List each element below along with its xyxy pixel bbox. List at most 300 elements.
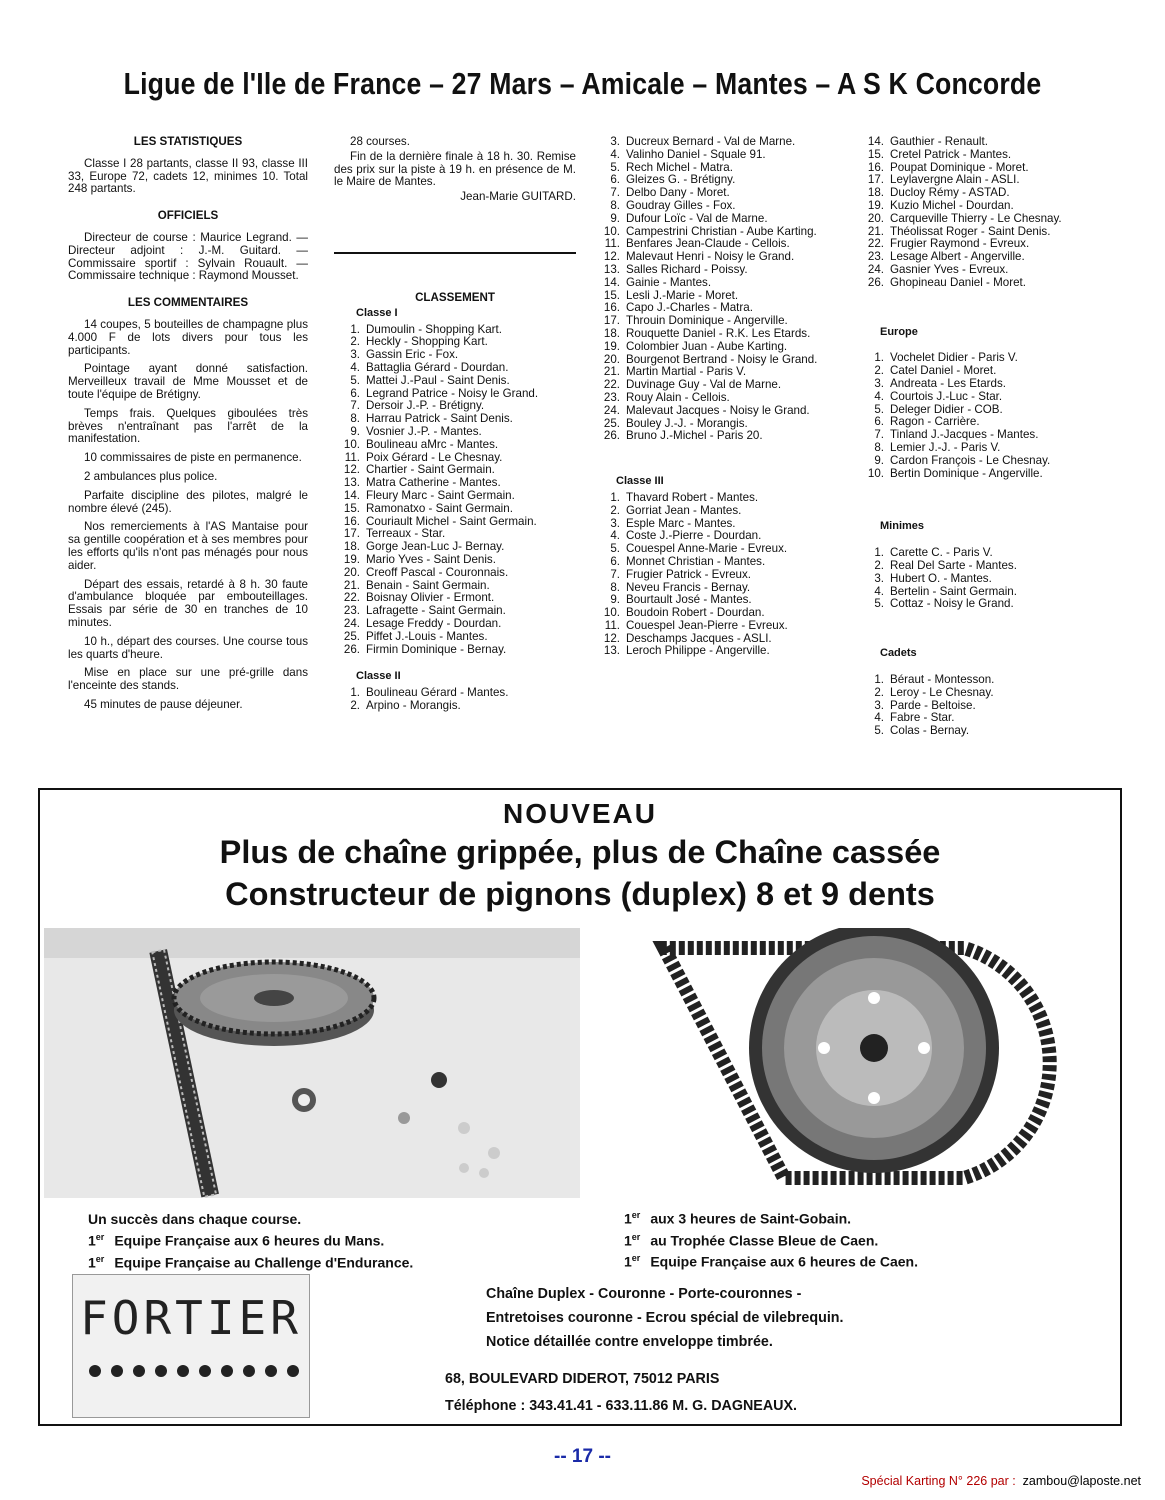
driver-entry: Gainie - Mantes. [626,275,712,289]
driver-entry: Battaglia Gérard - Dourdan. [366,360,509,374]
rank: 1. [350,686,360,700]
rank: 14. [603,275,620,289]
comment-paragraph: Parfaite discipline des pilotes, malgré le nombre élevé (245). [68,488,308,515]
comment-paragraph: 2 ambulances plus police. [84,469,218,483]
driver-entry: Fabre - Star. [890,711,955,725]
driver-entry: Bertin Dominique - Angerville. [890,466,1043,480]
driver-entry: Théolissat Roger - Saint Denis. [890,224,1051,238]
result-row [594,492,840,505]
rank: 19. [603,339,620,353]
classe1-list [334,324,576,657]
result-row [858,455,1104,468]
ad-bullet [624,1228,918,1250]
driver-entry: Couriault Michel - Saint Germain. [366,514,537,528]
rank: 16. [603,301,620,315]
driver-entry: Béraut - Montesson. [890,672,995,686]
rank: 14. [343,488,360,502]
result-row [594,136,840,149]
ad-contact [445,1366,797,1420]
page-headline: Ligue de l'Ile de France – 27 Mars – Amicale – Mantes – A S K Concorde [123,66,1042,101]
rank: 8. [610,580,620,594]
rank: 1. [874,546,884,560]
driver-entry: Martin Martial - Paris V. [626,365,747,379]
driver-entry: Andreata - Les Etards. [890,376,1006,390]
driver-entry: Ramonatxo - Saint Germain. [366,501,513,515]
rank: 11. [604,237,620,251]
driver-entry: Salles Richard - Poissy. [626,262,748,276]
logo-dots [89,1365,299,1377]
rank: 3. [874,376,884,390]
result-row [334,490,576,503]
rank: 18. [603,326,620,340]
driver-entry: Hubert O. - Mantes. [890,571,992,585]
rank: 3. [610,135,620,148]
classe3-list [594,492,840,658]
result-row [858,136,1104,149]
result-row [334,644,576,657]
commentaires-title: LES COMMENTAIRES [127,296,249,310]
driver-entry: Boisnay Olivier - Ermont. [366,591,495,605]
chain-sprocket-photo [634,928,1074,1200]
rank: 20. [867,211,884,225]
rank: 12. [343,463,360,477]
driver-entry: Gassin Eric - Fox. [366,348,459,362]
rank: 2. [350,335,360,349]
rank: 5. [610,160,620,174]
footer-text: Spécial Karting N° 226 par : [861,1474,1016,1488]
driver-entry: Boulineau Gérard - Mantes. [366,686,509,700]
result-row [858,277,1104,290]
result-row [334,631,576,644]
rank: 10. [603,224,620,238]
rank: 7. [610,186,620,200]
rank: 12. [603,631,620,645]
column-statistiques [68,136,308,718]
driver-entry: Lemier J.-J. - Paris V. [890,440,1001,454]
driver-entry: Goudray Gilles - Fox. [626,198,736,212]
result-row [334,439,576,452]
ad-bullet [88,1250,413,1272]
rank: 7. [874,428,884,442]
rank: 4. [874,584,884,598]
ad-desc-line: Entretoises couronne - Ecrou spécial de vilebrequin. [486,1310,844,1326]
result-row [334,503,576,516]
driver-entry: Lafragette - Saint Germain. [366,604,506,618]
ad-bullet [88,1210,413,1228]
result-row [334,554,576,567]
bullet-sup: er [631,1231,641,1242]
cadets-list [858,674,1104,738]
rank: 5. [874,597,884,611]
driver-entry: Dumoulin - Shopping Kart. [366,322,502,336]
rank: 3. [610,516,620,530]
driver-entry: Leroch Philippe - Angerville. [626,644,770,658]
ad-description [486,1282,844,1354]
sprockets-photo [44,928,580,1198]
classement-title: CLASSEMENT [415,290,495,304]
result-row [594,200,840,213]
driver-entry: Gorriat Jean - Mantes. [626,503,742,517]
rank: 10. [343,437,360,451]
result-row [858,468,1104,481]
rank: 6. [610,554,620,568]
rank: 4. [610,529,620,543]
rank: 2. [610,503,620,517]
rank: 9. [350,424,360,438]
comment-paragraph: 45 minutes de pause déjeuner. [84,697,243,711]
rank: 17. [867,173,884,187]
driver-entry: Ragon - Carrière. [890,415,980,429]
driver-entry: Legrand Patrice - Noisy le Grand. [366,386,539,400]
driver-entry: Capo J.-Charles - Matra. [626,301,753,315]
rank: 21. [867,224,884,238]
rank: 2. [874,364,884,378]
result-row [594,645,840,658]
comment-paragraph: Temps frais. Quelques giboulées très brèves n'entraînant pas l'arrêt de la manifestation. [68,406,308,446]
bullet-text: Un succès dans chaque course. [88,1211,302,1227]
rank: 1. [350,322,360,336]
result-row [594,543,840,556]
driver-entry: Ducloy Rémy - ASTAD. [890,186,1010,200]
driver-entry: Gasnier Yves - Evreux. [890,262,1009,276]
result-row [334,700,576,713]
driver-entry: Matra Catherine - Mantes. [366,476,501,490]
result-row [858,573,1104,586]
driver-entry: Neveu Francis - Bernay. [626,580,751,594]
classe2-title: Classe II [356,670,401,683]
footer-email[interactable]: zambou@laposte.net [1022,1474,1141,1488]
result-row [594,405,840,418]
rank: 2. [874,558,884,572]
driver-entry: Terreaux - Star. [366,527,446,541]
result-row [594,277,840,290]
driver-entry: Dersoir J.-P. - Brétigny. [366,399,485,413]
rank: 13. [603,644,620,658]
driver-entry: Colas - Bernay. [890,724,970,738]
result-row [858,149,1104,162]
driver-entry: Carqueville Thierry - Le Chesnay. [890,211,1062,225]
driver-entry: Firmin Dominique - Bernay. [366,642,507,656]
driver-entry: Heckly - Shopping Kart. [366,335,488,349]
driver-entry: Deleger Didier - COB. [890,402,1003,416]
rank: 3. [874,571,884,585]
result-row [858,598,1104,611]
driver-entry: Esple Marc - Mantes. [626,516,736,530]
driver-entry: Bertelin - Saint Germain. [890,584,1017,598]
rank: 22. [603,378,620,392]
rank: 3. [350,348,360,362]
driver-entry: Poupat Dominique - Moret. [890,160,1029,174]
column-europe-minimes-cadets [858,136,1104,738]
result-row [594,607,840,620]
result-row [334,687,576,700]
rank: 20. [343,565,360,579]
bullet-text: au Trophée Classe Bleue de Caen. [650,1232,879,1249]
classe2-list [334,687,576,713]
rank: 10. [867,466,884,480]
rank: 23. [867,250,884,264]
driver-entry: Boulineau aMrc - Mantes. [366,437,499,451]
driver-entry: Mattei J.-Paul - Saint Denis. [366,373,510,387]
rank: 8. [610,198,620,212]
courses-count: 28 courses. [350,135,410,148]
rank: 26. [867,275,884,289]
signature: Jean-Marie GUITARD. [460,190,576,204]
rank: 12. [603,250,620,264]
driver-entry: Rouquette Daniel - R.K. Les Etards. [626,326,811,340]
result-row [858,560,1104,573]
rank: 11. [344,450,360,464]
driver-entry: Bouley J.-J. - Morangis. [626,416,748,430]
result-row [858,264,1104,277]
rank: 1. [610,490,620,504]
driver-entry: Gauthier - Renault. [890,135,988,148]
result-row [858,391,1104,404]
driver-entry: Lesage Albert - Angerville. [890,250,1025,264]
result-row [594,569,840,582]
comment-paragraph: Départ des essais, retardé à 8 h. 30 faute d'ambulance bloquée par embouteillages. Essais par série de 30 en tranches de 10 minutes. [68,577,308,629]
ad-bullet [624,1249,918,1271]
comment-paragraph: 10 h., départ des courses. Une course tous les quarts d'heure. [68,634,308,661]
comment-paragraph: Nos remerciements à l'AS Mantaise pour sa gentille coopération et à ses membres pour les efforts qu'ils n'ont pas ménagés pour nous aider. [68,520,308,572]
driver-entry: Deschamps Jacques - ASLI. [626,631,772,645]
result-row [858,378,1104,391]
driver-entry: Frugier Raymond - Evreux. [890,237,1030,251]
driver-entry: Throuin Dominique - Angerville. [626,314,788,328]
bullet-text: Equipe Française aux 6 heures de Caen. [650,1253,918,1270]
ad-desc-line: Notice détaillée contre enveloppe timbrée. [486,1334,773,1350]
rank: 2. [350,698,360,712]
rank: 10. [603,606,620,620]
rank: 5. [350,373,360,387]
fortier-logo [72,1274,310,1418]
driver-entry: Ghopineau Daniel - Moret. [890,275,1026,289]
driver-entry: Harrau Patrick - Saint Denis. [366,412,513,426]
rank: 13. [343,476,360,490]
ad-right-bullets [624,1206,918,1271]
result-row [334,567,576,580]
driver-entry: Benfares Jean-Claude - Cellois. [626,237,790,251]
driver-entry: Arpino - Morangis. [366,698,461,712]
result-row [858,442,1104,455]
driver-entry: Poix Gérard - Le Chesnay. [366,450,503,464]
europe-title: Europe [880,325,918,338]
classe2-continued-list [594,136,840,443]
rank: 13. [603,262,620,276]
bullet-sup: er [95,1232,105,1242]
driver-entry: Duvinage Guy - Val de Marne. [626,378,782,392]
driver-entry: Couespel Jean-Pierre - Evreux. [626,618,788,632]
logo-text: FORTIER [80,1291,302,1345]
rank: 4. [350,360,360,374]
rank: 8. [350,412,360,426]
comment-paragraph: 10 commissaires de piste en permanence. [84,451,302,465]
result-row [334,362,576,375]
driver-entry: Valinho Daniel - Squale 91. [626,147,766,161]
driver-entry: Couespel Anne-Marie - Evreux. [626,542,788,556]
ad-address: 68, BOULEVARD DIDEROT, 75012 PARIS [445,1371,720,1387]
rank: 6. [610,173,620,187]
driver-entry: Lesli J.-Marie - Moret. [626,288,739,302]
driver-entry: Leylavergne Alain - ASLI. [890,173,1020,187]
bullet-sup: er [631,1253,641,1264]
driver-entry: Parde - Beltoise. [890,698,976,712]
bullet-ordinal: 1 [624,1232,632,1249]
result-row [858,547,1104,560]
result-row [858,687,1104,700]
stats-text: Classe I 28 partants, classe II 93, classe III 33, Europe 72, cadets 12, minimes 10. Total 248 partants. [68,156,308,196]
comment-paragraph: Mise en place sur une pré-grille dans l'enceinte des stands. [68,666,308,693]
classe3-continued-list [858,136,1104,290]
rank: 1. [874,672,884,686]
driver-entry: Mario Yves - Saint Denis. [366,552,496,566]
bullet-ordinal: 1 [88,1254,96,1271]
bullet-sup: er [631,1210,641,1220]
result-row [334,605,576,618]
driver-entry: Chartier - Saint Germain. [366,463,495,477]
result-row [594,264,840,277]
driver-entry: Colombier Juan - Aube Karting. [626,339,788,353]
driver-entry: Vosnier J.-P. - Mantes. [366,424,482,438]
cadets-title: Cadets [880,647,917,660]
result-row [858,200,1104,213]
rank: 26. [343,642,360,656]
driver-entry: Monnet Christian - Mantes. [626,554,766,568]
rank: 6. [874,415,884,429]
driver-entry: Carette C. - Paris V. [890,546,993,560]
result-row [594,556,840,569]
comment-paragraph: Pointage ayant donné satisfaction. Merveilleux travail de Mme Mousset et de toute l'équipe de Brétigny. [68,362,308,401]
rank: 9. [610,593,620,607]
rank: 14. [867,135,884,148]
result-row [594,149,840,162]
footer-credit [861,1474,1141,1488]
rank: 16. [867,160,884,174]
ad-bullet [624,1206,918,1228]
driver-entry: Dufour Loïc - Val de Marne. [626,211,768,225]
result-row [594,328,840,341]
result-row [858,674,1104,687]
bullet-text: Equipe Française au Challenge d'Endurance. [114,1254,414,1271]
driver-entry: Kuzio Michel - Dourdan. [890,198,1014,212]
bullet-sup: er [95,1253,105,1264]
commentaires-list [68,319,308,712]
fortier-advertisement [38,788,1122,1426]
result-row [594,213,840,226]
rank: 20. [603,352,620,366]
rank: 26. [603,429,620,443]
driver-entry: Cardon François - Le Chesnay. [890,453,1051,467]
rank: 6. [350,386,360,400]
driver-entry: Boudoin Robert - Dourdan. [626,606,765,620]
rank: 5. [874,724,884,738]
rank: 19. [867,198,884,212]
driver-entry: Vochelet Didier - Paris V. [890,351,1018,365]
driver-entry: Bourgenot Bertrand - Noisy le Grand. [626,352,818,366]
rank: 2. [874,685,884,699]
bullet-ordinal: 1 [624,1253,632,1270]
rank: 18. [343,540,360,554]
bullet-ordinal: 1 [88,1232,96,1249]
rank: 8. [874,440,884,454]
rank: 23. [343,604,360,618]
rank: 24. [343,616,360,630]
rank: 9. [874,453,884,467]
result-row [594,392,840,405]
result-row [334,618,576,631]
result-row [594,341,840,354]
ad-bullet [88,1228,413,1250]
rank: 24. [867,262,884,276]
driver-entry: Gleizes G. - Brétigny. [626,173,736,187]
result-row [334,375,576,388]
rank: 16. [343,514,360,528]
result-row [858,725,1104,738]
bullet-ordinal: 1 [624,1210,632,1227]
rank: 25. [603,416,620,430]
result-row [594,620,840,633]
page-number: -- 17 -- [554,1446,611,1467]
driver-entry: Leroy - Le Chesnay. [890,685,994,699]
officiels-text: Directeur de course : Maurice Legrand. — Directeur adjoint : J.-M. Guitard. — Commissaire sportif : Sylvain Rouault. — Commissaire technique : Raymond Mousset. [68,230,308,283]
rank: 3. [874,698,884,712]
rank: 4. [874,711,884,725]
driver-entry: Cretel Patrick - Mantes. [890,147,1012,161]
rank: 5. [874,402,884,416]
driver-entry: Benain - Saint Germain. [366,578,490,592]
comment-paragraph: 14 coupes, 5 bouteilles de champagne plus 4.000 F de lots divers pour tous les participants. [68,317,308,357]
driver-entry: Gorge Jean-Luc J- Bernay. [366,540,505,554]
driver-entry: Piffet J.-Louis - Mantes. [366,629,488,643]
ad-headline-1: Plus de chaîne grippée, plus de Chaîne cassée [219,834,941,870]
driver-entry: Tinland J.-Jacques - Mantes. [890,428,1039,442]
rank: 21. [343,578,360,592]
europe-list [858,352,1104,480]
rank: 25. [343,629,360,643]
driver-entry: Frugier Patrick - Evreux. [626,567,751,581]
result-row [334,541,576,554]
stats-title: LES STATISTIQUES [133,135,243,148]
driver-entry: Creoff Pascal - Couronnais. [366,565,509,579]
driver-entry: Courtois J.-Luc - Star. [890,389,1003,403]
driver-entry: Delbo Dany - Moret. [626,186,730,200]
driver-entry: Malevaut Henri - Noisy le Grand. [626,250,795,264]
rank: 21. [603,365,620,379]
ad-nouveau: NOUVEAU [502,798,657,829]
result-row [594,505,840,518]
rank: 24. [603,403,620,417]
divider [334,252,576,254]
rank: 5. [610,542,620,556]
result-row [334,426,576,439]
driver-entry: Campestrini Christian - Aube Karting. [626,224,817,238]
classe1-title: Classe I [356,306,398,319]
rank: 7. [350,399,360,413]
fin-text: Fin de la dernière finale à 18 h. 30. Remise des prix sur la piste à 19 h. en présence de M. le Maire de Mantes. [334,149,576,189]
rank: 4. [874,389,884,403]
driver-entry: Rech Michel - Matra. [626,160,733,174]
rank: 15. [343,501,360,515]
minimes-list [858,547,1104,611]
bullet-text: aux 3 heures de Saint-Gobain. [650,1210,852,1227]
ad-desc-line: Chaîne Duplex - Couronne - Porte-couronnes - [486,1286,802,1302]
officiels-title: OFFICIELS [157,209,219,223]
result-row [858,213,1104,226]
ad-phone: Téléphone : 343.41.41 - 633.11.86 M. G. DAGNEAUX. [445,1398,797,1414]
column-classement [334,136,576,713]
ad-headline-2: Constructeur de pignons (duplex) 8 et 9 dents [225,876,935,912]
rank: 7. [610,567,620,581]
